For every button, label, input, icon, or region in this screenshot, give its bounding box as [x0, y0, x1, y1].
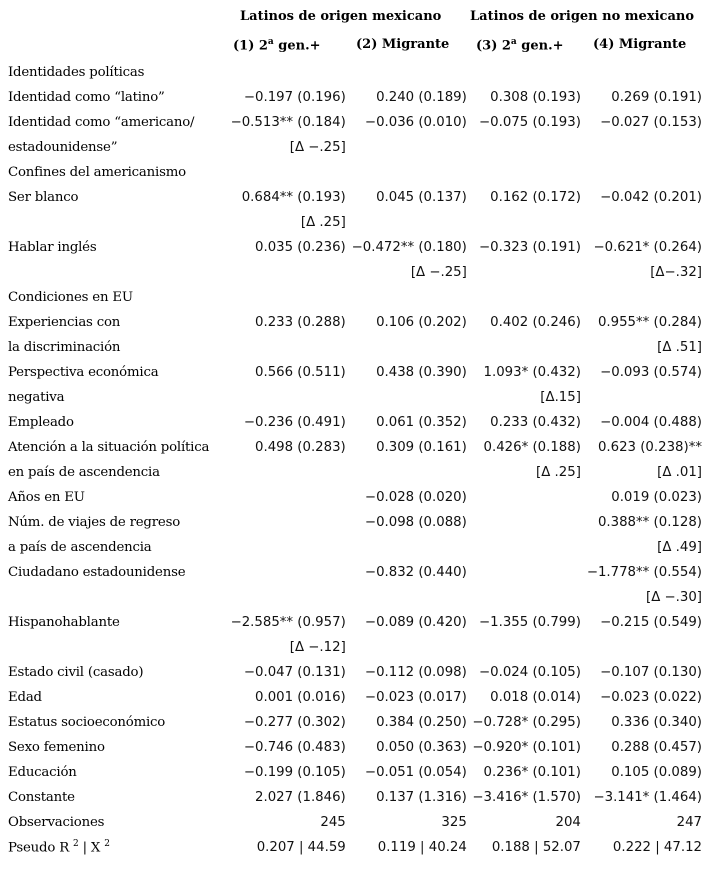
cell-model-2: [346, 210, 467, 235]
cell-model-4: −0.004 (0.488): [600, 415, 702, 430]
row-label: en país de ascendencia: [8, 465, 160, 480]
cell-model-2: −0.023 (0.017): [364, 690, 467, 705]
row-label: a país de ascendencia: [8, 540, 152, 555]
cell-model-1: 0.233 (0.288): [255, 315, 346, 330]
cell-model-3: 0.018 (0.014): [490, 690, 581, 705]
cell-model-2: −0.472** (0.180): [351, 240, 467, 255]
table-row: [0, 360, 702, 385]
table-row: [0, 310, 702, 335]
cell-model-2: 0.106 (0.202): [376, 315, 467, 330]
cell-model-2: 0.045 (0.137): [376, 190, 467, 205]
cell-model-1: [231, 160, 346, 185]
cell-model-1: [Δ −.25]: [289, 140, 346, 155]
row-label: estadounidense”: [8, 140, 118, 155]
cell-model-1: [231, 460, 346, 485]
cell-model-1: −0.047 (0.131): [243, 665, 346, 680]
cell-model-4: [Δ −.30]: [646, 590, 702, 605]
cell-model-4: [581, 210, 702, 235]
cell-model-1: 0.207 | 44.59: [256, 840, 346, 855]
cell-model-1: 0.566 (0.511): [255, 365, 346, 380]
cell-model-3: [467, 135, 581, 160]
cell-model-2: [346, 160, 467, 185]
row-label: Núm. de viajes de regreso: [8, 515, 181, 530]
cell-model-4: −0.027 (0.153): [600, 115, 702, 130]
table-row: [0, 410, 702, 435]
cell-model-3: [467, 535, 581, 560]
table-row: [0, 160, 702, 185]
cell-model-3: 1.093* (0.432): [483, 365, 581, 380]
cell-model-2: [346, 535, 467, 560]
cell-model-4: [Δ .01]: [657, 465, 702, 480]
cell-model-4: −0.107 (0.130): [600, 665, 702, 680]
cell-model-2: −0.036 (0.010): [364, 115, 467, 130]
cell-model-4: 0.623 (0.238)**: [597, 440, 702, 455]
cell-model-3: 0.233 (0.432): [490, 415, 581, 430]
table-row: [0, 60, 702, 85]
table-row: [0, 435, 702, 460]
row-label: Edad: [8, 690, 42, 705]
cell-model-3: 0.162 (0.172): [490, 190, 581, 205]
row-label: Hispanohablante: [8, 615, 120, 630]
cell-model-3: −0.920* (0.101): [472, 740, 581, 755]
cell-model-4: [581, 135, 702, 160]
cell-model-4: −0.023 (0.022): [600, 690, 702, 705]
cell-model-1: [Δ −.12]: [289, 640, 346, 655]
cell-model-2: −0.832 (0.440): [364, 565, 467, 580]
cell-model-3: [467, 285, 581, 310]
cell-model-3: −3.416* (1.570): [472, 790, 581, 805]
cell-model-2: 0.119 | 40.24: [377, 840, 467, 855]
table-row-fit-statistics: [0, 835, 702, 860]
table-row: [0, 510, 702, 535]
table-row: [0, 685, 702, 710]
table-row: [0, 610, 702, 635]
cell-model-2: [346, 285, 467, 310]
cell-model-4: 0.269 (0.191): [611, 90, 702, 105]
cell-model-2: −0.028 (0.020): [364, 490, 467, 505]
table-row: [0, 285, 702, 310]
cell-model-3: 0.308 (0.193): [490, 90, 581, 105]
table-row: [0, 185, 702, 210]
table-row: [0, 660, 702, 685]
cell-model-1: 0.001 (0.016): [255, 690, 346, 705]
cell-model-4: −0.093 (0.574): [600, 365, 702, 380]
column-header-1: (1) 2$^a$ gen.+: [233, 37, 321, 54]
row-label: Ser blanco: [8, 190, 79, 205]
table-row: [0, 460, 702, 485]
row-label: Ciudadano estadounidense: [8, 565, 186, 580]
column-header-4: (4) Migrante: [593, 37, 687, 52]
cell-model-4: [Δ .51]: [657, 340, 702, 355]
column-header-2: (2) Migrante: [356, 37, 450, 52]
cell-model-2: −0.089 (0.420): [364, 615, 467, 630]
cell-model-2: 0.240 (0.189): [376, 90, 467, 105]
table-row: [0, 385, 702, 410]
cell-model-3: 0.402 (0.246): [490, 315, 581, 330]
row-label: Confines del americanismo: [8, 165, 186, 180]
cell-model-1: −0.513** (0.184): [230, 115, 346, 130]
cell-model-1: [231, 285, 346, 310]
table-row: [0, 760, 702, 785]
cell-model-4: [581, 160, 702, 185]
row-label: Empleado: [8, 415, 74, 430]
table-row: [0, 235, 702, 260]
cell-model-2: 0.137 (1.316): [376, 790, 467, 805]
cell-model-2: [Δ −.25]: [410, 265, 467, 280]
cell-model-1: −0.236 (0.491): [243, 415, 346, 430]
cell-model-1: −2.585** (0.957): [230, 615, 346, 630]
cell-model-2: [346, 135, 467, 160]
cell-model-2: [346, 460, 467, 485]
cell-model-1: −0.197 (0.196): [243, 90, 346, 105]
cell-model-2: [346, 635, 467, 660]
cell-model-1: [231, 60, 346, 85]
cell-model-3: [467, 335, 581, 360]
cell-model-1: 0.684** (0.193): [241, 190, 346, 205]
cell-model-4: [581, 635, 702, 660]
table-row: [0, 135, 702, 160]
cell-model-2: −0.098 (0.088): [364, 515, 467, 530]
table-row: [0, 110, 702, 135]
row-label: Estatus socioeconómico: [8, 715, 166, 730]
cell-model-3: [467, 485, 581, 510]
cell-model-3: −0.075 (0.193): [479, 115, 581, 130]
regression-table: [0, 60, 702, 860]
cell-model-4: 0.222 | 47.12: [612, 840, 702, 855]
cell-model-2: 325: [441, 815, 467, 830]
cell-model-4: 0.388** (0.128): [597, 515, 702, 530]
table-row: [0, 260, 702, 285]
cell-model-2: [346, 60, 467, 85]
cell-model-3: 0.426* (0.188): [483, 440, 581, 455]
cell-model-1: 2.027 (1.846): [255, 790, 346, 805]
cell-model-2: [346, 585, 467, 610]
row-label: negativa: [8, 390, 65, 405]
cell-model-3: 204: [555, 815, 581, 830]
cell-model-2: 0.309 (0.161): [376, 440, 467, 455]
row-label: Identidad como “latino”: [8, 90, 165, 105]
row-label: la discriminación: [8, 340, 121, 355]
cell-model-4: 0.288 (0.457): [611, 740, 702, 755]
cell-model-1: 0.035 (0.236): [255, 240, 346, 255]
cell-model-1: −0.199 (0.105): [243, 765, 346, 780]
row-label: Estado civil (casado): [8, 665, 144, 680]
cell-model-4: −0.042 (0.201): [600, 190, 702, 205]
row-label: Constante: [8, 790, 75, 805]
cell-model-4: −0.215 (0.549): [600, 615, 702, 630]
cell-model-3: [467, 560, 581, 585]
cell-model-1: [231, 585, 346, 610]
cell-model-2: [346, 385, 467, 410]
row-label: Sexo femenino: [8, 740, 105, 755]
table-row: [0, 210, 702, 235]
cell-model-3: [467, 260, 581, 285]
row-label: [0, 585, 231, 610]
cell-model-4: −0.621* (0.264): [593, 240, 702, 255]
row-label: Experiencias con: [8, 315, 121, 330]
row-label: [0, 210, 231, 235]
cell-model-1: [231, 260, 346, 285]
table-row: [0, 335, 702, 360]
cell-model-2: 0.438 (0.390): [376, 365, 467, 380]
cell-model-3: −1.355 (0.799): [479, 615, 581, 630]
cell-model-3: [467, 635, 581, 660]
row-label: Hablar inglés: [8, 240, 97, 255]
cell-model-3: [467, 510, 581, 535]
row-label: Años en EU: [8, 490, 85, 505]
cell-model-1: −0.277 (0.302): [243, 715, 346, 730]
row-label: Perspectiva económica: [8, 365, 159, 380]
table-row: [0, 485, 702, 510]
table-row: [0, 585, 702, 610]
cell-model-4: 0.955** (0.284): [597, 315, 702, 330]
row-label: Atención a la situación política: [8, 440, 210, 455]
cell-model-1: 245: [320, 815, 346, 830]
cell-model-2: [346, 335, 467, 360]
cell-model-3: 0.188 | 52.07: [491, 840, 581, 855]
cell-model-2: −0.051 (0.054): [364, 765, 467, 780]
table-row: [0, 710, 702, 735]
regression-table-body: [0, 60, 702, 860]
cell-model-4: 0.105 (0.089): [611, 765, 702, 780]
cell-model-3: [Δ.15]: [540, 390, 581, 405]
cell-model-4: [Δ .49]: [657, 540, 702, 555]
row-label: Educación: [8, 765, 77, 780]
cell-model-4: [581, 385, 702, 410]
cell-model-1: [231, 335, 346, 360]
row-label: Identidad como “americano/: [8, 115, 195, 130]
table-row: [0, 785, 702, 810]
cell-model-1: [231, 560, 346, 585]
cell-model-3: −0.024 (0.105): [479, 665, 581, 680]
cell-model-3: [467, 60, 581, 85]
table-row: [0, 810, 702, 835]
cell-model-1: [Δ .25]: [300, 215, 346, 230]
cell-model-4: [581, 60, 702, 85]
cell-model-4: −1.778** (0.554): [586, 565, 702, 580]
cell-model-3: [467, 585, 581, 610]
table-row: [0, 635, 702, 660]
cell-model-4: 0.019 (0.023): [611, 490, 702, 505]
row-label: [0, 260, 231, 285]
cell-model-1: [231, 385, 346, 410]
table-row: [0, 535, 702, 560]
cell-model-3: [467, 160, 581, 185]
cell-model-3: −0.728* (0.295): [472, 715, 581, 730]
row-label: [0, 635, 231, 660]
table-row: [0, 85, 702, 110]
row-label: Observaciones: [8, 815, 105, 830]
cell-model-1: [231, 535, 346, 560]
cell-model-3: [Δ .25]: [536, 465, 581, 480]
cell-model-4: [Δ−.32]: [650, 265, 702, 280]
cell-model-4: 0.336 (0.340): [611, 715, 702, 730]
column-header-3: (3) 2$^a$ gen.+: [476, 37, 564, 54]
cell-model-4: [581, 285, 702, 310]
cell-model-4: −3.141* (1.464): [593, 790, 702, 805]
cell-model-1: 0.498 (0.283): [255, 440, 346, 455]
cell-model-2: 0.050 (0.363): [376, 740, 467, 755]
cell-model-2: −0.112 (0.098): [364, 665, 467, 680]
row-label: Identidades políticas: [8, 65, 145, 80]
group-header-no-mexicano: Latinos de origen no mexicano: [470, 9, 694, 24]
cell-model-1: [231, 510, 346, 535]
cell-model-1: [231, 485, 346, 510]
row-label: Condiciones en EU: [8, 290, 133, 305]
cell-model-4: 247: [676, 815, 702, 830]
cell-model-3: 0.236* (0.101): [483, 765, 581, 780]
cell-model-2: 0.061 (0.352): [376, 415, 467, 430]
table-row: [0, 560, 702, 585]
group-header-mexicano: Latinos de origen mexicano: [240, 9, 442, 24]
cell-model-3: [467, 210, 581, 235]
cell-model-3: −0.323 (0.191): [479, 240, 581, 255]
cell-model-2: 0.384 (0.250): [376, 715, 467, 730]
row-label: Pseudo R $^2$ | X $^2$: [8, 839, 110, 856]
table-row: [0, 735, 702, 760]
cell-model-1: −0.746 (0.483): [243, 740, 346, 755]
